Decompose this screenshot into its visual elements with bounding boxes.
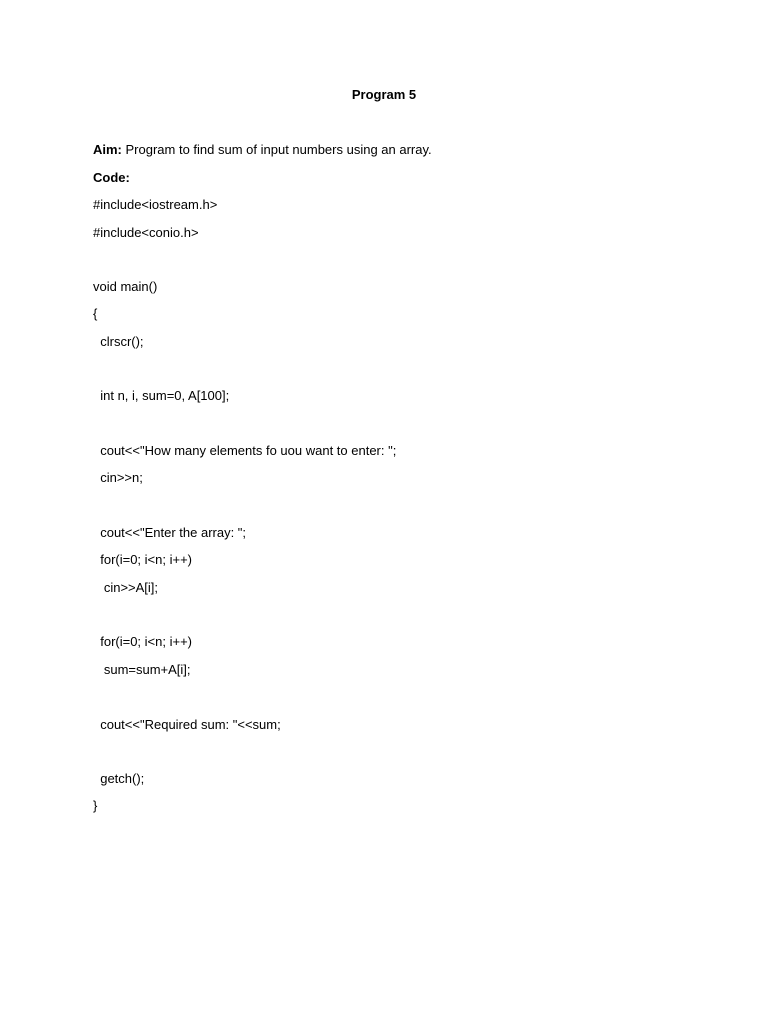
code-line: #include<iostream.h>: [93, 197, 218, 212]
code-line: cin>>A[i];: [93, 580, 159, 595]
code-line: clrscr();: [93, 334, 144, 349]
page-title: Program 5: [351, 87, 417, 102]
code-line: cout<<"Required sum: "<<sum;: [93, 717, 281, 732]
code-line: cout<<"How many elements fo uou want to enter: ";: [93, 443, 397, 458]
aim-label: Aim:: [93, 142, 122, 157]
code-line: {: [93, 306, 98, 321]
aim-line: [93, 141, 432, 158]
code-line: #include<conio.h>: [93, 225, 199, 240]
code-line: cout<<"Enter the array: ";: [93, 525, 247, 540]
code-line: int n, i, sum=0, A[100];: [93, 388, 230, 403]
code-line: for(i=0; i<n; i++): [93, 634, 192, 649]
code-line: getch();: [93, 771, 145, 786]
code-line: void main(): [93, 279, 158, 294]
code-line: for(i=0; i<n; i++): [93, 552, 192, 567]
code-line: cin>>n;: [93, 470, 143, 485]
code-line: sum=sum+A[i];: [93, 662, 191, 677]
code-line: }: [93, 798, 98, 813]
code-label: Code:: [93, 170, 130, 185]
aim-text: Program to find sum of input numbers using an array.: [121, 142, 432, 157]
